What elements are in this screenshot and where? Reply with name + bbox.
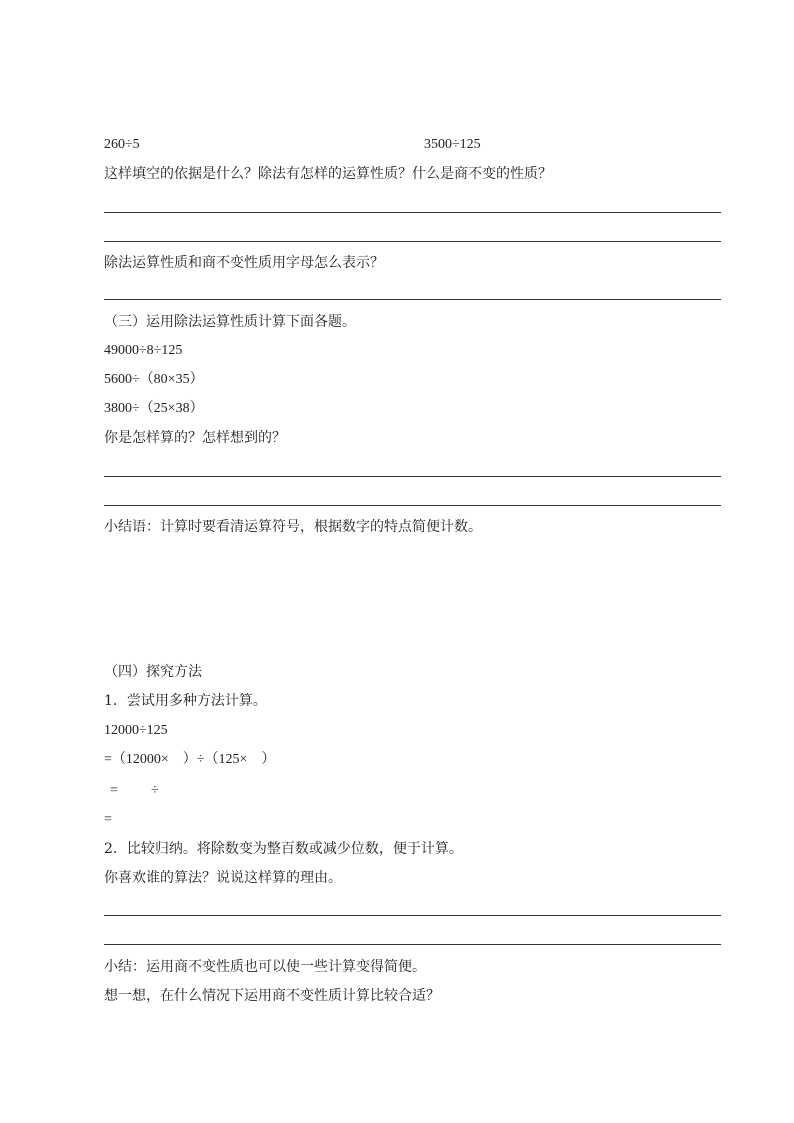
step-1: =（12000× ）÷（125× ） [104, 752, 276, 767]
section-4-heading: （四）探究方法 [104, 664, 202, 680]
step-2-divide: ÷ [151, 783, 159, 798]
final-question: 想一想，在什么情况下运用商不变性质计算比较合适？ [104, 988, 440, 1004]
section-4-item-2: 2．比较归纳。将除数变为整百数或减少位数，便于计算。 [104, 841, 463, 857]
answer-line [104, 241, 721, 242]
exercise-1: 49000÷8÷125 [104, 343, 183, 358]
expression-260-div-5: 260÷5 [104, 137, 140, 152]
answer-line [104, 212, 721, 213]
section-4-question: 你喜欢谁的算法？说说这样算的理由。 [104, 870, 342, 886]
summary-1: 小结语：计算时要看清运算符号，根据数字的特点简便计数。 [104, 519, 482, 535]
answer-line [104, 299, 721, 300]
answer-line [104, 915, 721, 916]
section-4-item-1: 1．尝试用多种方法计算。 [104, 693, 267, 709]
section-3-question: 你是怎样算的？怎样想到的？ [104, 430, 286, 446]
exercise-2: 5600÷（80×35） [104, 372, 204, 387]
answer-line [104, 505, 721, 506]
summary-2: 小结：运用商不变性质也可以使一些计算变得简便。 [104, 959, 426, 975]
answer-line [104, 944, 721, 945]
step-3-equals: = [104, 812, 112, 827]
expression-3500-div-125: 3500÷125 [424, 137, 481, 152]
question-letters: 除法运算性质和商不变性质用字母怎么表示？ [104, 255, 384, 271]
exercise-3: 3800÷（25×38） [104, 401, 204, 416]
question-basis: 这样填空的依据是什么？除法有怎样的运算性质？什么是商不变的性质？ [104, 166, 552, 182]
answer-line [104, 476, 721, 477]
step-2-equals: = [110, 783, 118, 798]
section-3-heading: （三）运用除法运算性质计算下面各题。 [104, 314, 356, 330]
expression-12000-div-125: 12000÷125 [104, 723, 168, 738]
